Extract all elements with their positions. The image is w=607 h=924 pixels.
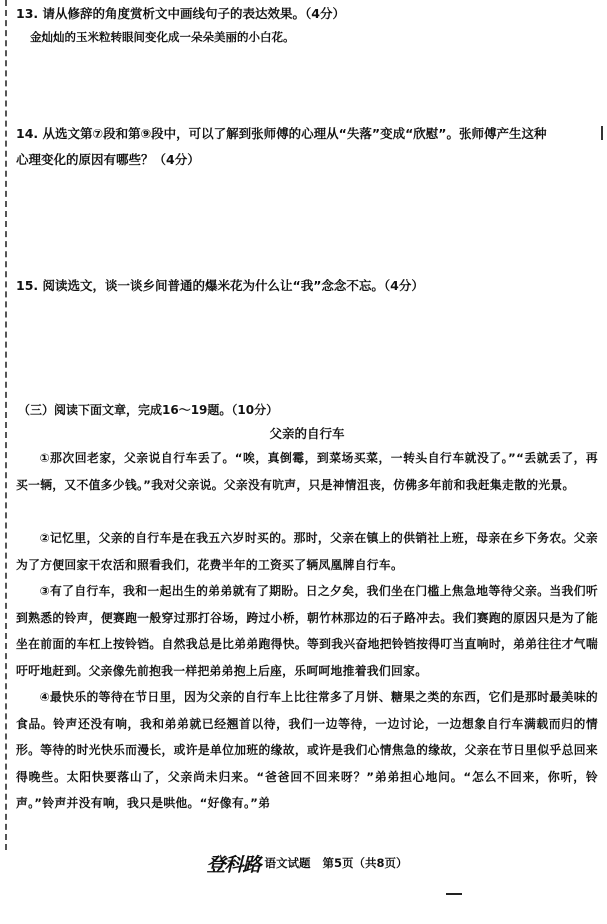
binding-dashed-line <box>5 0 7 850</box>
footer-subject: 语文试题 <box>264 856 311 870</box>
paragraph-3: ③有了自行车，我和一起出生的弟弟就有了期盼。日之夕矣，我们坐在门槛上焦急地等待父亲。当我们听到熟悉的铃声，便赛跑一般穿过那打谷场，跨过小桥，朝竹林那边的石子路冲去。我们赛跑的原因只是为了能坐在前面的车杠上按铃铛。自然我总是比弟弟跑得快。等到我兴奋地把铃铛按得叮当直响时，弟弟往往才气喘吁吁地赶到。父亲像先前抱我一样把弟弟抱上后座，乐呵呵地推着我们回家。 <box>16 584 598 678</box>
publisher-logo: 登科路 <box>206 853 261 876</box>
footer-page-number: 第5页（共8页） <box>322 856 408 870</box>
margin-mark <box>601 126 603 140</box>
question-15: 15. 阅读选文，谈一谈乡间普通的爆米花为什么让“我”念念不忘。（4分） <box>16 278 424 293</box>
question-13: 13. 请从修辞的角度赏析文中画线句子的表达效果。（4分） <box>16 6 345 21</box>
paragraph-2: ②记忆里，父亲的自行车是在我五六岁时买的。那时，父亲在镇上的供销社上班，母亲在乡下务农。父亲为了方便回家干农活和照看我们，花费半年的工资买了辆凤凰牌自行车。 <box>16 531 598 572</box>
question-14-line-1: 14. 从选文第⑦段和第⑨段中，可以了解到张师傅的心理从“失落”变成“欣慰”。张师傅产生这种 <box>16 126 547 141</box>
article-title: 父亲的自行车 <box>269 426 345 441</box>
answer-13: 金灿灿的玉米粒转眼间变化成一朵朵美丽的小白花。 <box>30 30 295 44</box>
page-footer <box>16 848 598 878</box>
question-14-line-2: 心理变化的原因有哪些？（4分） <box>16 152 200 167</box>
section-heading: （三）阅读下面文章，完成16～19题。（10分） <box>18 403 279 417</box>
paragraph-4: ④最快乐的等待在节日里，因为父亲的自行车上比往常多了月饼、糖果之类的东西，它们是那时最美味的食品。铃声还没有响，我和弟弟就已经翘首以待，我们一边等待，一边讨论，一边想象自行车满载而归的情形。等待的时光快乐而漫长，或许是单位加班的缘故，或许是我们心情焦急的缘故，父亲在节日里似乎总回来得晚些。太阳快要落山了，父亲尚未归来。“爸爸回不回来呀？”弟弟担心地问。“怎么不回来，你听，铃声。”铃声并没有响，我只是哄他。“好像有。”弟 <box>16 690 598 810</box>
bottom-dash <box>446 893 462 895</box>
paragraph-1: ①那次回老家，父亲说自行车丢了。“唉，真倒霉，到菜场买菜，一转头自行车就没了。”“丢就丢了，再买一辆，又不值多少钱。”我对父亲说。父亲没有吭声，只是神情沮丧，仿佛多年前和我赶集走散的光景。 <box>16 451 598 492</box>
